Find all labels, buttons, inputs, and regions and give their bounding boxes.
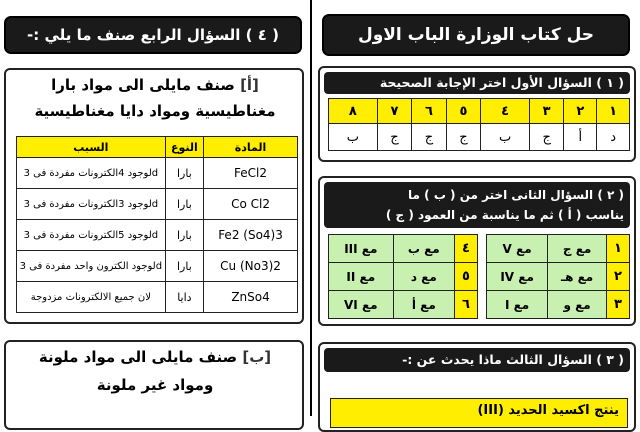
q2-number: ٤ (455, 235, 478, 263)
row-material: Cu (No3)2 (204, 251, 298, 282)
q2-number: ٦ (455, 291, 478, 319)
row-reason: لان جميع الالكترونات مزدوجة (17, 282, 166, 313)
q1-answer: ب (481, 124, 530, 151)
part-a-heading-line2: مغناطيسية ومواد دايا مغناطيسية (34, 102, 276, 120)
q1-answer: ج (377, 124, 412, 151)
row-material: Fe2 (So4)3 (204, 220, 298, 251)
q1-answer-table (328, 98, 630, 151)
row-type: بارا (165, 220, 203, 251)
header-reason: السبب (17, 137, 166, 158)
header-type: النوع (165, 137, 203, 158)
row-type: بارا (165, 189, 203, 220)
q1-number: ٨ (329, 99, 378, 124)
row-reason: لوجود 3الكترونات مفردة فى 3d (17, 189, 166, 220)
q1-answer: أ (564, 124, 597, 151)
q2-number: ٢ (607, 263, 630, 291)
q2-match-c: مع V (487, 235, 548, 263)
part-a-panel (4, 68, 304, 324)
q2-match-b: مع و (548, 291, 607, 319)
part-b-heading-line2: ومواد غير ملونة (96, 376, 214, 394)
q1-number: ٣ (529, 99, 564, 124)
q1-answer: ب (329, 124, 378, 151)
q1-number: ٧ (377, 99, 412, 124)
q3-panel (318, 342, 636, 432)
main-title-bar: حل كتاب الوزارة الباب الاول (322, 14, 630, 56)
q2-number: ٣ (607, 291, 630, 319)
q2-match-b: مع د (393, 263, 454, 291)
q2-match-c: مع I (487, 291, 548, 319)
row-reason: لوجود الكترون واحد مفردة فى 3d (17, 251, 166, 282)
q1-number: ٥ (446, 99, 481, 124)
q1-answer: د (597, 124, 630, 151)
q2-match-c: مع IV (487, 263, 548, 291)
q1-number: ٤ (481, 99, 530, 124)
row-reason: لوجود 5الكترونات مفردة فى 3d (17, 220, 166, 251)
q1-answer: ج (446, 124, 481, 151)
q2-panel (318, 176, 636, 326)
q1-answer: ج (412, 124, 447, 151)
q1-title: ( ١ ) السؤال الأول اختر الإجابة الصحيحة (324, 72, 630, 94)
q2-match-b: مع أ (393, 291, 454, 319)
q3-title: ( ٣ ) السؤال الثالث ماذا يحدث عن :- (324, 348, 630, 372)
q2-match-b: مع هـ (548, 263, 607, 291)
q3-first-item: ينتج اكسيد الحديد (III) (330, 398, 628, 428)
q1-number: ٢ (564, 99, 597, 124)
column-divider (310, 0, 312, 416)
q2-match-b: مع ب (393, 235, 454, 263)
row-reason: لوجود 4الكترونات مفردة فى 3d (17, 158, 166, 189)
q2-table-right (486, 234, 630, 319)
q2-table-left (328, 234, 478, 319)
q2-match-c: مع II (329, 263, 394, 291)
q2-title-line1: ( ٢ ) السؤال الثانى اختر من ( ب ) ما (408, 188, 624, 202)
part-b-heading-line1: [ب] صنف مايلى الى مواد ملونة (38, 348, 272, 366)
q4-title-bar: ( ٤ ) السؤال الرابع صنف ما يلي :- (4, 16, 302, 54)
row-type: بارا (165, 158, 203, 189)
q1-panel (318, 66, 636, 162)
q1-number: ٦ (412, 99, 447, 124)
q2-title-line2: يناسب ( أ ) ثم ما يناسبة من العمود ( ج ) (385, 208, 624, 222)
part-a-heading-line1: [أ] صنف مايلى الى مواد بارا (51, 76, 259, 94)
row-material: Co Cl2 (204, 189, 298, 220)
q1-number: ١ (597, 99, 630, 124)
q2-title (324, 182, 630, 228)
row-material: ZnSo4 (204, 282, 298, 313)
q2-match-c: مع III (329, 235, 394, 263)
q2-number: ٥ (455, 263, 478, 291)
part-b-panel (4, 340, 304, 430)
q1-answer: ج (529, 124, 564, 151)
header-material: المادة (204, 137, 298, 158)
part-b-marker: [ب] (242, 348, 272, 366)
row-type: دايا (165, 282, 203, 313)
row-material: FeCl2 (204, 158, 298, 189)
q2-number: ١ (607, 235, 630, 263)
q2-match-c: مع VI (329, 291, 394, 319)
part-a-marker: [أ] (240, 76, 259, 94)
row-type: بارا (165, 251, 203, 282)
part-a-table (16, 136, 298, 313)
q2-match-b: مع ج (548, 235, 607, 263)
